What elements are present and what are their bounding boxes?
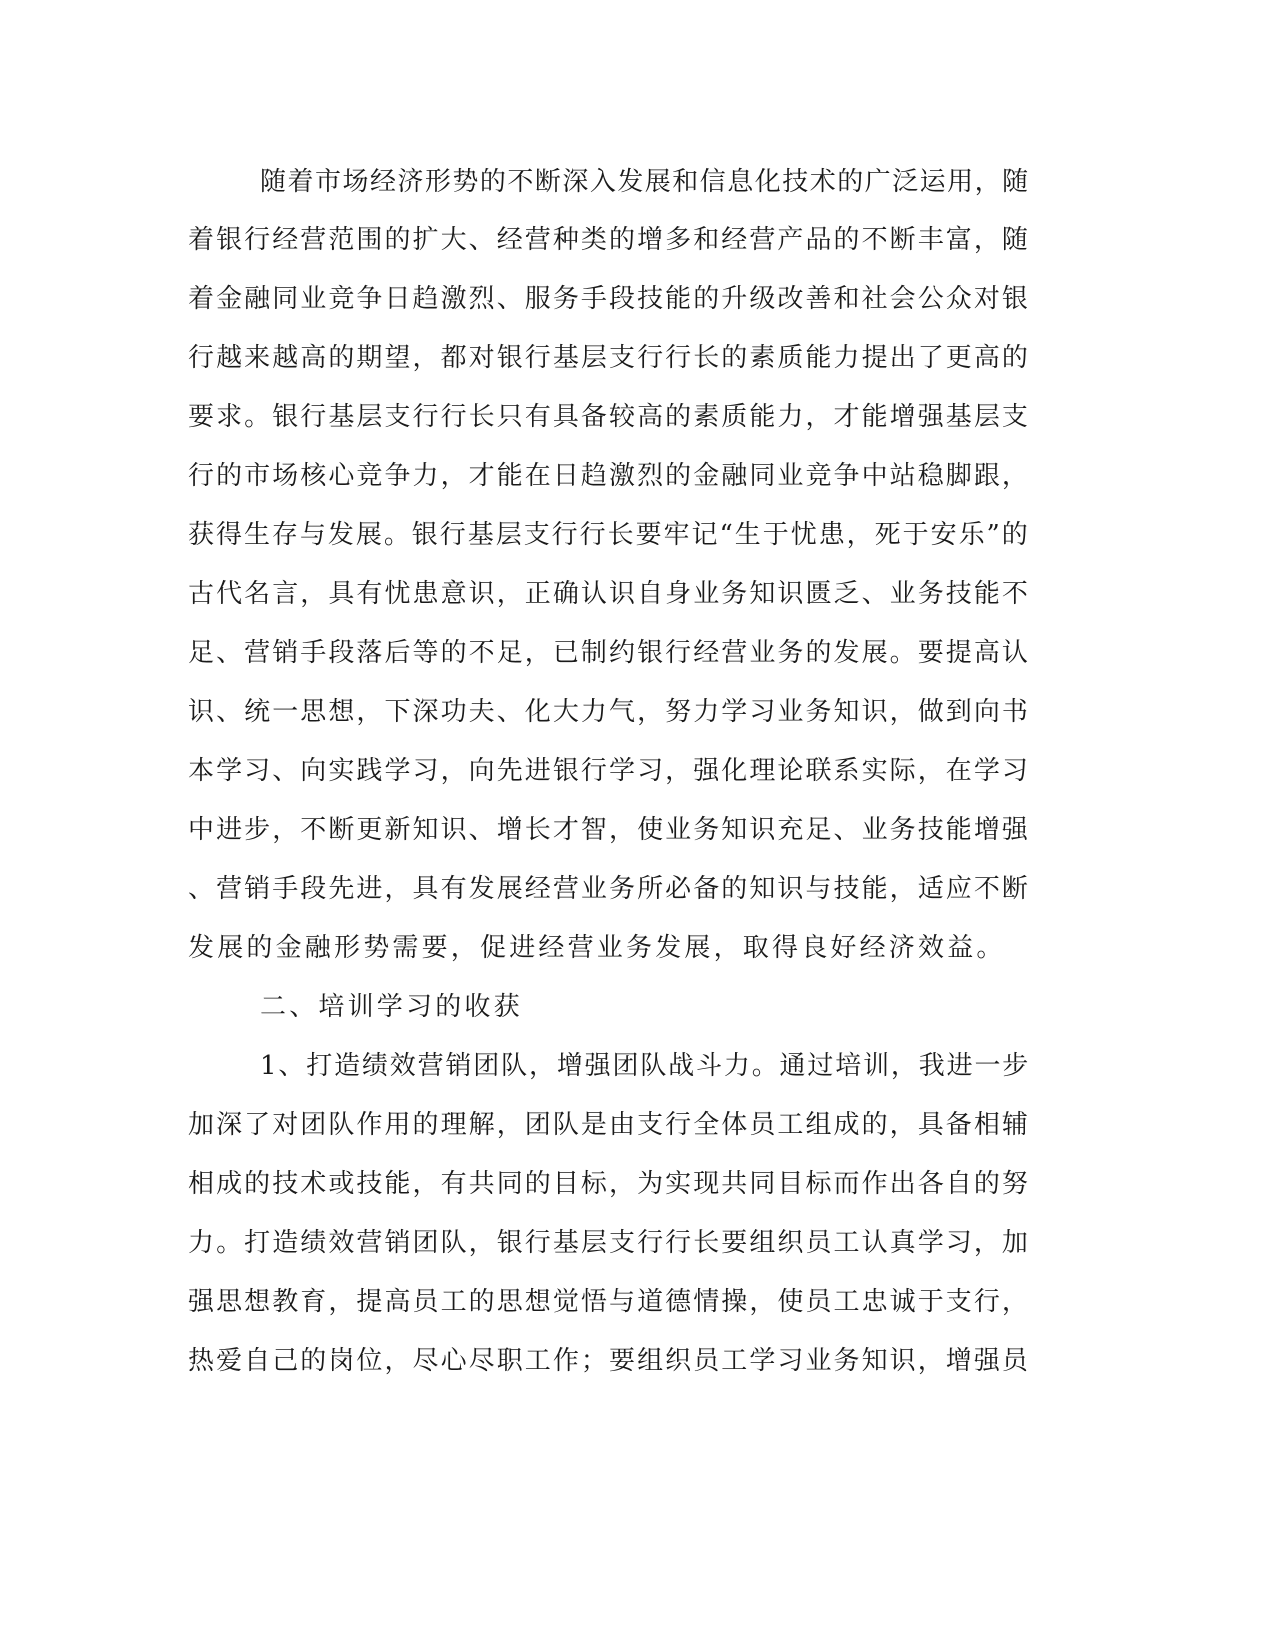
paragraph-line: 强思想教育，提高员工的思想觉悟与道德情操，使员工忠诚于支行， — [188, 1287, 1031, 1317]
paragraph-line: 发展的金融形势需要，促进经营业务发展，取得良好经济效益。 — [188, 933, 1006, 963]
paragraph-line: 本学习、向实践学习，向先进银行学习，强化理论联系实际，在学习 — [188, 756, 1031, 786]
paragraph-line: 着金融同业竞争日趋激烈、服务手段技能的升级改善和社会公众对银 — [188, 284, 1031, 314]
paragraph-line: 行的市场核心竞争力，才能在日趋激烈的金融同业竞争中站稳脚跟， — [188, 461, 1031, 491]
paragraph-line: 古代名言，具有忧患意识，正确认识自身业务知识匮乏、业务技能不 — [188, 579, 1031, 609]
paragraph-line: 着银行经营范围的扩大、经营种类的增多和经营产品的不断丰富，随 — [188, 225, 1031, 255]
paragraph-line: 行越来越高的期望，都对银行基层支行行长的素质能力提出了更高的 — [188, 343, 1031, 373]
paragraph-line: 随着市场经济形势的不断深入发展和信息化技术的广泛运用，随 — [260, 167, 1030, 197]
paragraph-line: 识、统一思想，下深功夫、化大力气，努力学习业务知识，做到向书 — [188, 697, 1031, 727]
paragraph-line: 力。打造绩效营销团队，银行基层支行行长要组织员工认真学习，加 — [188, 1228, 1031, 1258]
paragraph-line: 足、营销手段落后等的不足，已制约银行经营业务的发展。要提高认 — [188, 638, 1031, 668]
paragraph-line: 热爱自己的岗位，尽心尽职工作；要组织员工学习业务知识，增强员 — [188, 1346, 1031, 1376]
paragraph-line: 加深了对团队作用的理解，团队是由支行全体员工组成的，具备相辅 — [188, 1110, 1031, 1140]
paragraph-line: 、营销手段先进，具有发展经营业务所必备的知识与技能，适应不断 — [188, 874, 1031, 904]
paragraph-line: 相成的技术或技能，有共同的目标，为实现共同目标而作出各自的努 — [188, 1169, 1031, 1199]
paragraph-line: 要求。银行基层支行行长只有具备较高的素质能力，才能增强基层支 — [188, 402, 1031, 432]
paragraph-line: 中进步，不断更新知识、增长才智，使业务知识充足、业务技能增强 — [188, 815, 1031, 845]
paragraph-line: 1、打造绩效营销团队，增强团队战斗力。通过培训，我进一步 — [260, 1051, 1031, 1081]
section-heading: 二、培训学习的收获 — [260, 992, 523, 1022]
paragraph-line: 获得生存与发展。银行基层支行行长要牢记“生于忧患，死于安乐”的 — [188, 520, 1030, 550]
